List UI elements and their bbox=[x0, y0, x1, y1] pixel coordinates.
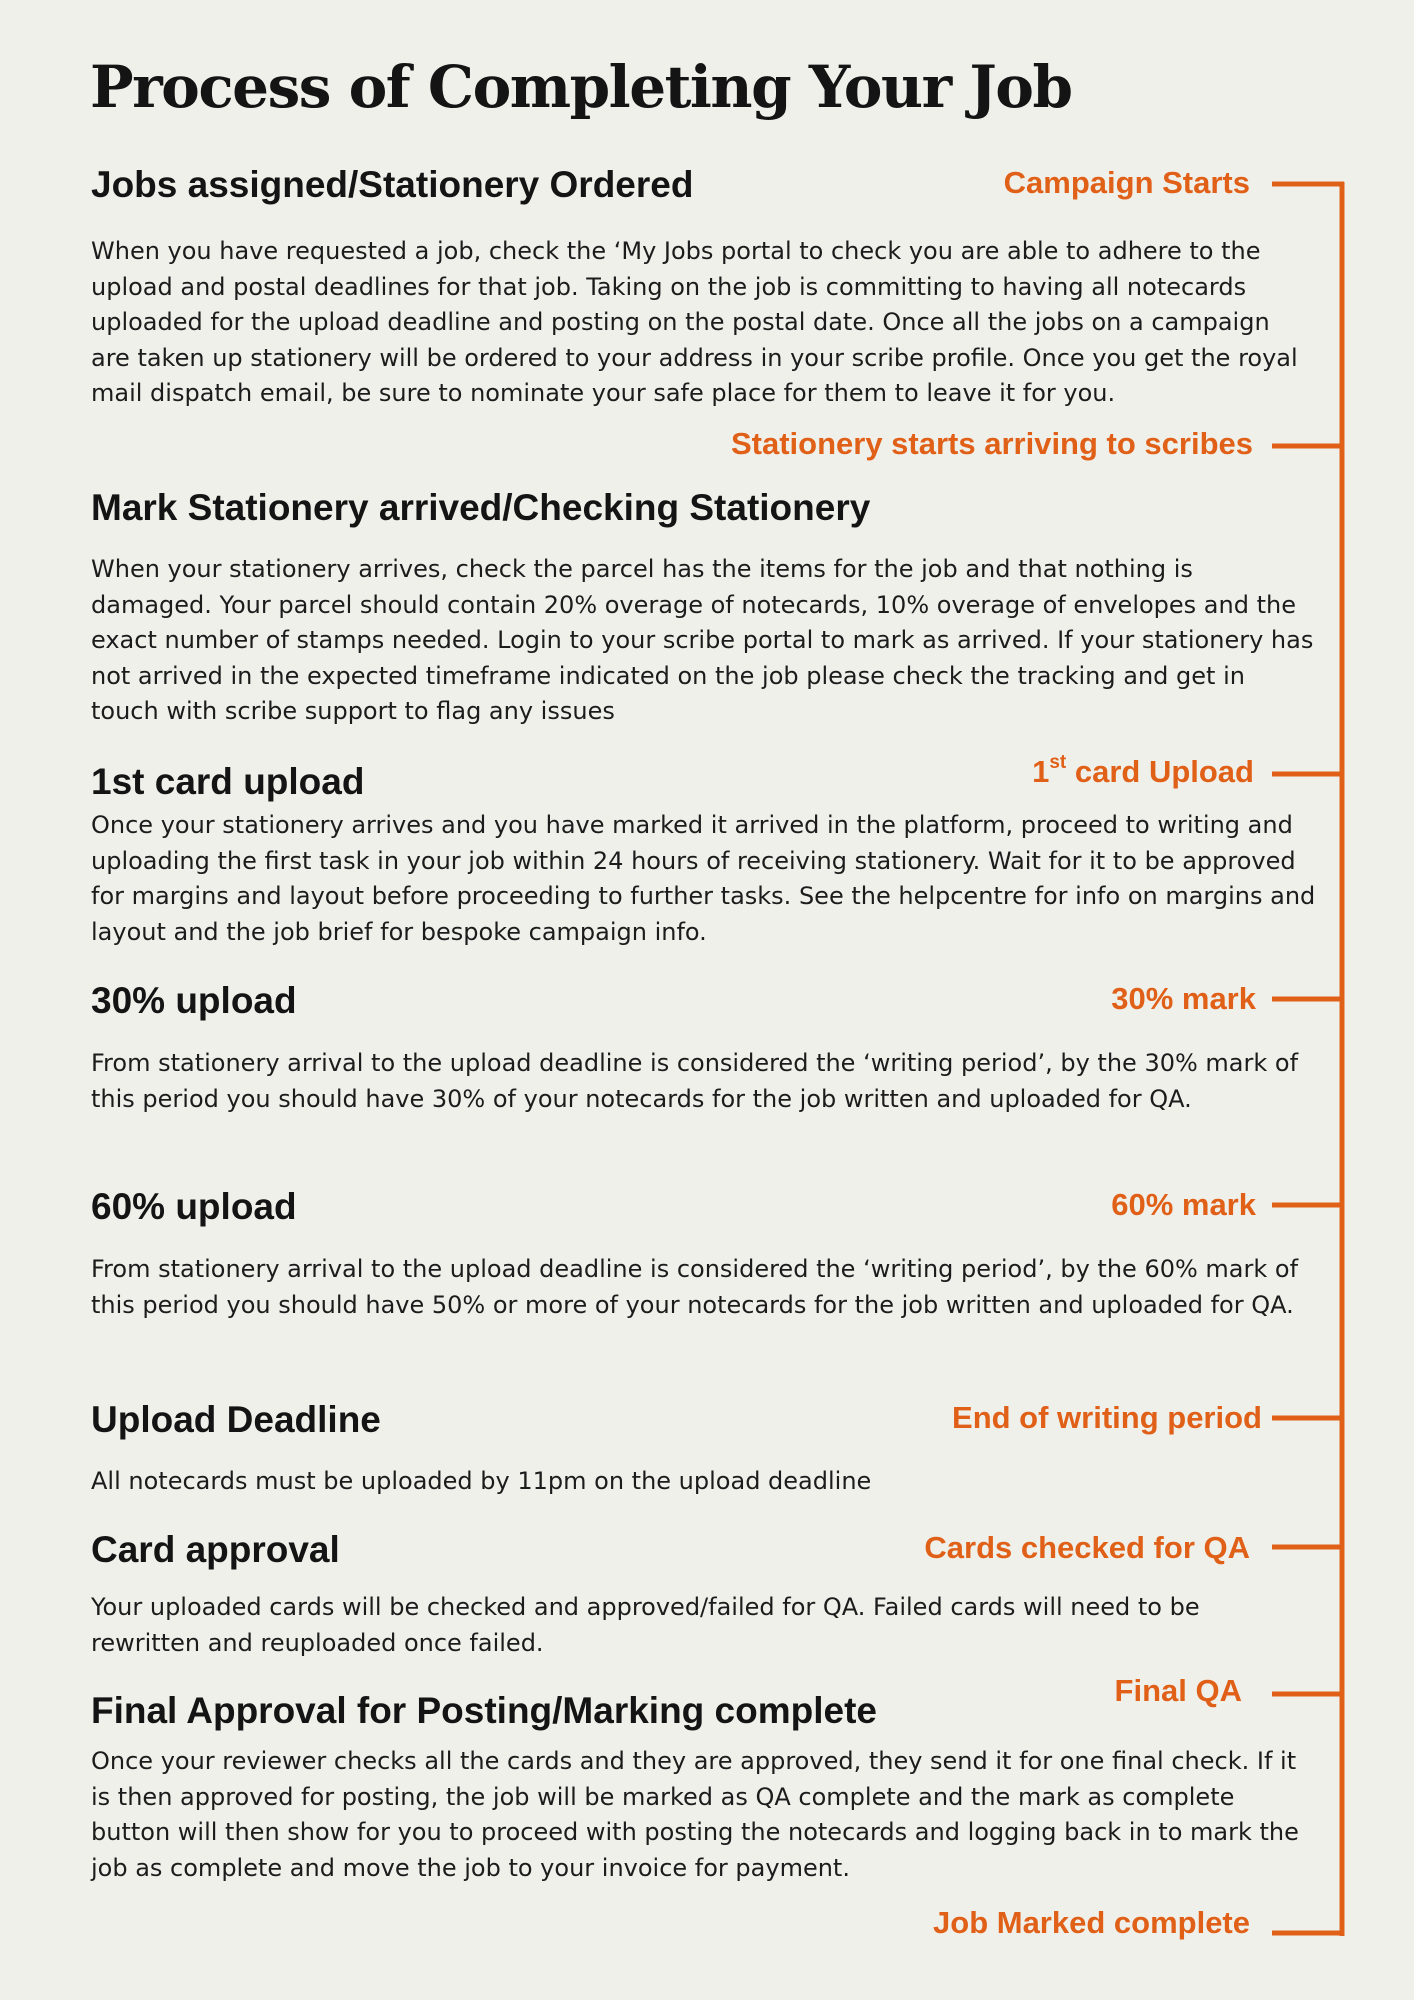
timeline-marker-first-card-upload: 1st card Upload bbox=[1032, 751, 1254, 789]
step-heading-60-upload: 60% upload bbox=[91, 1186, 297, 1227]
timeline-marker-stationery-arriving: Stationery starts arriving to scribes bbox=[730, 426, 1253, 461]
step-body-60-upload: From stationery arrival to the upload deadline is considered the ‘writing period’, by the 60% mark of this period you should have 50% or more of your notecards for the job written and uploaded for QA. bbox=[91, 1255, 1299, 1319]
timeline-marker-30-mark: 30% mark bbox=[1111, 981, 1256, 1016]
step-body-first-card: Once your stationery arrives and you have marked it arrived in the platform, proceed to writing and uploading the first task in your job within 24 hours of receiving stationery. Wait for it to be approved for margins and layout before proceeding to further tasks. See the helpcentre for info on margins and layout and the job brief for bespoke campaign info. bbox=[91, 811, 1316, 946]
timeline-marker-cards-checked: Cards checked for QA bbox=[924, 1530, 1250, 1565]
step-heading-card-approval: Card approval bbox=[91, 1529, 340, 1570]
timeline-marker-campaign-starts: Campaign Starts bbox=[1003, 165, 1250, 200]
step-body-upload-deadline: All notecards must be uploaded by 11pm on the upload deadline bbox=[91, 1467, 872, 1495]
page-title: Process of Completing Your Job bbox=[90, 53, 1072, 121]
timeline-marker-60-mark: 60% mark bbox=[1111, 1187, 1256, 1222]
step-body-card-approval: Your uploaded cards will be checked and approved/failed for QA. Failed cards will need to be rewritten and reuploaded once failed. bbox=[91, 1593, 1200, 1657]
step-heading-30-upload: 30% upload bbox=[91, 980, 297, 1021]
step-body-30-upload: From stationery arrival to the upload deadline is considered the ‘writing period’, by the 30% mark of this period you should have 30% of your notecards for the job written and uploaded for QA. bbox=[91, 1049, 1299, 1113]
timeline-marker-final-qa: Final QA bbox=[1114, 1673, 1242, 1708]
step-heading-first-card: 1st card upload bbox=[91, 761, 365, 802]
step-heading-upload-deadline: Upload Deadline bbox=[91, 1399, 381, 1440]
timeline-marker-end-writing-period: End of writing period bbox=[952, 1400, 1262, 1435]
step-body-stationery-arrived: When your stationery arrives, check the parcel has the items for the job and that nothing is damaged. Your parcel should contain 20% overage of notecards, 10% overage of envelopes and the exact number of stamps needed. Login to your scribe portal to mark as arrived. If your stationery has not arrived in the expected timeframe indicated on the job please check the tracking and get in touch with scribe support to flag any issues bbox=[91, 555, 1314, 725]
step-body-final-approval: Once your reviewer checks all the cards and they are approved, they send it for one final check. If it is then approved for posting, the job will be marked as QA complete and the mark as complete button will then show for you to proceed with posting the notecards and logging back in to mark the job as complete and move the job to your invoice for payment. bbox=[91, 1747, 1299, 1882]
timeline-marker-job-complete: Job Marked complete bbox=[933, 1905, 1250, 1940]
step-heading-jobs-assigned: Jobs assigned/Stationery Ordered bbox=[91, 164, 694, 205]
step-heading-final-approval: Final Approval for Posting/Marking complete bbox=[91, 1690, 877, 1731]
step-body-jobs-assigned: When you have requested a job, check the ‘My Jobs portal to check you are able to adhere to the upload and postal deadlines for that job. Taking on the job is committing to having all notecards uploaded for the upload deadline and posting on the postal date. Once all the jobs on a campaign are taken up stationery will be ordered to your address in your scribe profile. Once you get the royal mail dispatch email, be sure to nominate your safe place for them to leave it for you. bbox=[91, 237, 1298, 407]
step-heading-stationery-arrived: Mark Stationery arrived/Checking Stationery bbox=[91, 487, 871, 528]
